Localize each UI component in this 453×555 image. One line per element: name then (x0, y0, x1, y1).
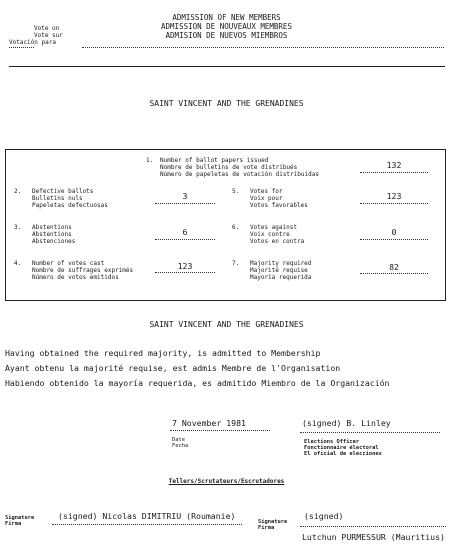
item-2-number: 2. (14, 188, 22, 195)
item-2-label-fr: Bulletins nuls (32, 195, 83, 202)
officer-signed: (signed) B. Linley (302, 418, 391, 428)
item-2-label-es: Papeletas defectuosas (32, 202, 108, 209)
item-1-dots (360, 172, 428, 173)
item-1-label-fr: Nombre de bulletins de vote distribués (160, 164, 298, 171)
item-4-label-en: Number of votes cast (32, 260, 105, 267)
item-7-dots (360, 273, 428, 274)
date-dots (170, 430, 270, 431)
teller2-dots (300, 526, 446, 527)
title-en: ADMISSION OF NEW MEMBERS (172, 13, 281, 22)
vote-on-fr: Vote sur (34, 32, 63, 39)
teller2-label-es: Firma (258, 525, 275, 531)
item-4-dots (155, 272, 215, 273)
item-7-label-fr: Majorité requise (250, 267, 308, 274)
item-3-value: 6 (182, 227, 188, 237)
vote-on-en: Vote on (34, 25, 60, 32)
item-7-label-en: Majority required (250, 260, 312, 267)
officer-label-es: El oficial de elecciones (304, 451, 382, 457)
item-5-value: 123 (386, 191, 402, 201)
country-heading-repeat: SAINT VINCENT AND THE GRENADINES (149, 320, 304, 329)
officer-label-en: Elections Officer (304, 439, 360, 445)
item-6-label-en: Votes against (250, 224, 297, 231)
vote-on-dots (82, 47, 444, 48)
teller2-label-en: Signature (258, 519, 288, 525)
item-7-label-es: Mayoría requerida (250, 274, 312, 281)
item-6-number: 6. (232, 224, 240, 231)
item-5-label-es: Votos favorables (250, 202, 308, 209)
item-6-label-es: Votos en contra (250, 238, 305, 245)
statement-en: Having obtained the required majority, is admitted to Membership (5, 348, 321, 358)
item-7-number: 7. (232, 260, 240, 267)
teller2-signed: (signed) (304, 511, 344, 521)
title-fr: ADMISSION DE NOUVEAUX MEMBRES (161, 22, 292, 31)
vote-on-es: Votación para (9, 39, 56, 46)
item-3-label-en: Abstentions (32, 224, 72, 231)
item-4-value: 123 (177, 261, 193, 271)
item-4-label-es: Número de votos emitidos (32, 274, 119, 281)
teller1-signed: (signed) Nicolas DIMITRIU (Roumanie) (58, 511, 236, 521)
item-5-number: 5. (232, 188, 240, 195)
item-3-dots (155, 239, 215, 240)
teller1-label-en: Signature (5, 515, 35, 521)
item-2-label-en: Defective ballots (32, 188, 94, 195)
item-6-value: 0 (391, 227, 397, 237)
item-5-dots (360, 203, 428, 204)
item-2-dots (155, 203, 215, 204)
item-5-label-fr: Voix pour (250, 195, 283, 202)
title-es: ADMISION DE NUEVOS MIEMBROS (165, 31, 288, 40)
item-4-number: 4. (14, 260, 22, 267)
teller2-name: Lutchun PURMESSUR (Mauritius) (302, 532, 445, 542)
tellers-heading: Tellers/Scrutateurs/Escrutadores (168, 478, 285, 485)
officer-dots (300, 432, 440, 433)
teller1-label-es: Firma (5, 521, 22, 527)
teller1-dots (52, 524, 242, 525)
country-heading: SAINT VINCENT AND THE GRENADINES (149, 99, 304, 108)
item-1-label-es: Número de papeletas de votación distribuidas (160, 171, 319, 178)
item-3-number: 3. (14, 224, 22, 231)
item-3-label-es: Abstenciones (32, 238, 76, 245)
item-1-value: 132 (386, 160, 402, 170)
item-6-dots (360, 239, 428, 240)
item-3-label-fr: Abstentions (32, 231, 72, 238)
date-value: 7 November 1981 (172, 418, 246, 428)
item-1-label-en: Number of ballot papers issued (160, 157, 269, 164)
statement-es: Habiendo obtenido la mayoría requerida, es admitido Miembro de la Organización (5, 378, 390, 388)
statement-fr: Ayant obtenu la majorité requise, est admis Membre de l'Organisation (5, 363, 341, 373)
officer-label-fr: Fonctionnaire électoral (304, 445, 379, 451)
vote-on-dots-lead (9, 47, 34, 48)
item-7-value: 82 (389, 262, 399, 272)
date-label-en: Date (172, 437, 185, 443)
item-4-label-fr: Nombre de suffrages exprimés (32, 267, 134, 274)
item-1-number: 1. (146, 157, 154, 164)
date-label-es: Fecha (172, 443, 189, 449)
header-rule (9, 66, 445, 67)
item-6-label-fr: Voix contre (250, 231, 290, 238)
item-5-label-en: Votes for (250, 188, 283, 195)
item-2-value: 3 (182, 191, 188, 201)
